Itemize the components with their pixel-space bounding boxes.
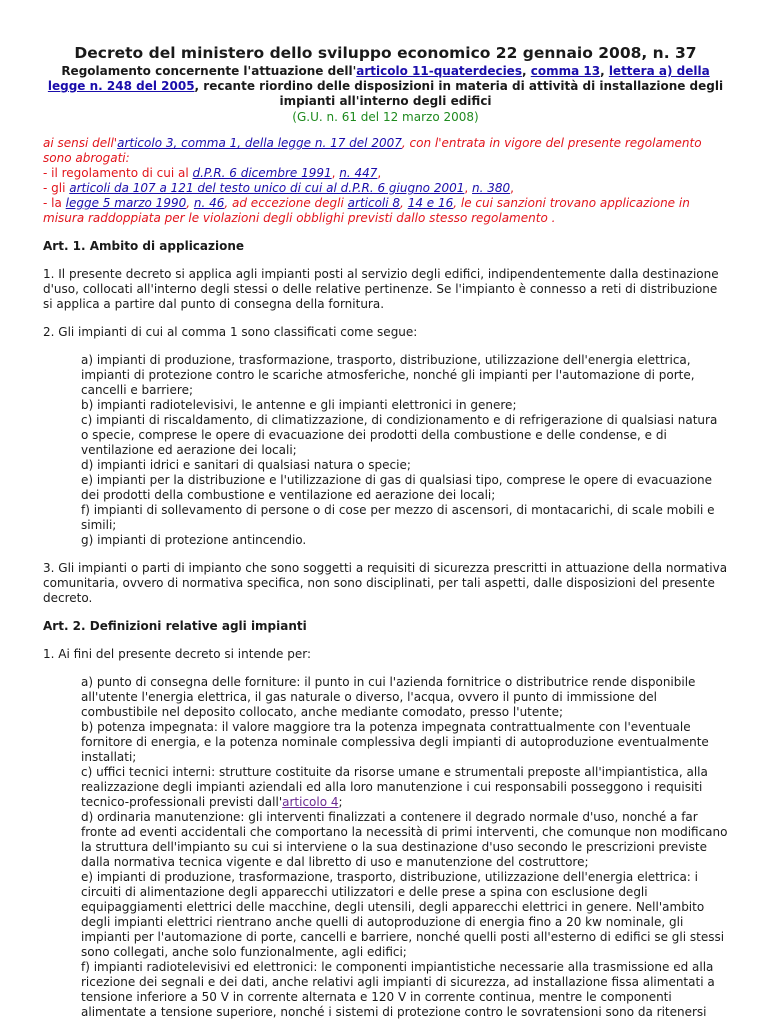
document-title: Decreto del ministero dello sviluppo economico 22 gennaio 2008, n. 37 [74,44,697,62]
art2-paragraph-1: 1. Ai fini del presente decreto si intende per: [43,647,312,661]
abrogation-line [43,181,728,196]
link-articolo-4[interactable]: articolo 4 [282,795,339,809]
list-item [81,765,728,810]
note-text: , [186,196,194,210]
note-text: , le cui sanzioni trovano applicazione in misura raddoppiata per le violazioni degli obblighi previsti dallo stesso regolamento . [43,196,690,225]
link-n-46[interactable]: n. 46 [193,196,225,210]
note-text: , [400,196,408,210]
abrogation-line [43,196,728,226]
link-n-380[interactable]: n. 380 [472,181,511,195]
note-text: - il regolamento di cui al [43,166,193,180]
link-articoli-107-121[interactable]: articoli da 107 a 121 del testo unico di cui al d.P.R. 6 giugno 2001 [69,181,465,195]
abrogation-line [43,136,728,166]
link-legge-1990[interactable]: legge 5 marzo 1990 [65,196,187,210]
art1-paragraph-2: 2. Gli impianti di cui al comma 1 sono classificati come segue: [43,325,418,339]
item-text: ; [338,795,343,809]
link-14-e-16[interactable]: 14 e 16 [407,196,454,210]
abrogation-note [43,136,728,226]
note-text: , [464,181,473,195]
note-text: , [377,166,382,180]
list-item: f) impianti di sollevamento di persone o di cose per mezzo di ascensori, di montacarichi, di scale mobili e simili; [81,503,715,532]
list-item: a) impianti di produzione, trasformazione, trasporto, distribuzione, utilizzazione dell'energia elettrica, impianti di protezione contro le scariche atmosferiche, nonché gli impianti per l'automazione di porte, cancelli e barriere; [81,353,695,397]
link-articolo-11-quaterdecies[interactable]: articolo 11-quaterdecies [356,64,522,78]
subtitle-sep: , [600,64,609,78]
note-text: , [510,181,514,195]
list-item: f) impianti radiotelevisivi ed elettronici: le componenti impiantistiche necessarie alla trasmissione ed alla ricezione dei segnali e dei dati, anche relativi agli impianti di sicurezza, ad installazione fissa alimentati a tensione inferiore a 50 V in corrente alternata e 120 V in corrente continua, mentre le componenti alimentate a tensione superiore, nonché i sistemi di protezione contro le sovratensioni sono da ritenersi [81,960,715,1019]
list-item: g) impianti di protezione antincendio. [81,533,307,547]
list-item: d) ordinaria manutenzione: gli interventi finalizzati a contenere il degrado normale d'uso, nonché a far fronte ad eventi accidentali che comportano la necessità di primi interventi, che comunque non modificano la struttura dell'impianto su cui si interviene o la sua destinazione d'uso secondo le prescrizioni previste dalla normativa tecnica vigente e dal libretto di uso e manutenzione del costruttore; [81,810,728,869]
link-legge-17-2007[interactable]: articolo 3, comma 1, della legge n. 17 del 2007 [117,136,402,150]
note-text: , ad eccezione degli [224,196,348,210]
list-item: b) impianti radiotelevisivi, le antenne e gli impianti elettronici in genere; [81,398,517,412]
gazzetta-reference: (G.U. n. 61 del 12 marzo 2008) [292,110,479,124]
note-text: , con l'entrata in vigore del presente regolamento sono abrogati: [43,136,702,165]
art1-paragraph-3: 3. Gli impianti o parti di impianto che sono soggetti a requisiti di sicurezza prescritti in attuazione della normativa comunitaria, ovvero di normativa specifica, non sono disciplinati, per tali aspetti, dalle disposizioni del presente decreto. [43,561,728,605]
note-text: , [331,166,340,180]
art1-heading: Art. 1. Ambito di applicazione [43,239,245,253]
list-item: e) impianti di produzione, trasformazione, trasporto, distribuzione, utilizzazione dell'energia elettrica: i circuiti di alimentazione degli apparecchi utilizzatori e delle prese a spina con esclusione degli equipaggiamenti elettrici delle macchine, degli utensili, degli apparecchi elettrici in genere. Nell'ambito degli impianti elettrici rientrano anche quelli di autoproduzione di energia fino a 20 kw nominale, gli impianti per l'automazione di porte, cancelli e barriere, nonché quelli posti all'esterno di edifici se gli stessi sono collegati, anche solo funzionalmente, agli edifici; [81,870,725,959]
note-text: ai sensi dell' [43,136,118,150]
subtitle-text-post: , recante riordino delle disposizioni in materia di attività di installazione degli impianti all'interno degli edifici [194,79,724,108]
abrogation-line [43,166,728,181]
art1-list [81,353,728,548]
art2-list [81,675,728,1020]
list-item: b) potenza impegnata: il valore maggiore tra la potenza impegnata contrattualmente con l'eventuale fornitore di energia, e la potenza nominale complessiva degli impianti di autoproduzione eventualmente installati; [81,720,709,764]
link-legge-248-2005[interactable]: lettera a) della legge n. 248 del 2005 [47,64,710,93]
list-item: a) punto di consegna delle forniture: il punto in cui l'azienda fornitrice o distributrice rende disponibile all'utente l'energia elettrica, il gas naturale o diverso, l'acqua, ovvero il punto di immissione del combustibile nel deposito collocato, anche mediante comodato, presso l'utente; [81,675,696,719]
document-subtitle [43,64,728,109]
link-dpr-1991[interactable]: d.P.R. 6 dicembre 1991 [192,166,332,180]
art2-heading: Art. 2. Definizioni relative agli impianti [43,619,307,633]
note-text: - gli [43,181,70,195]
subtitle-sep: , [521,64,531,78]
link-articoli-8[interactable]: articoli 8 [347,196,401,210]
art1-paragraph-1: 1. Il presente decreto si applica agli impianti posti al servizio degli edifici, indipendentemente dalla destinazione d'uso, collocati all'interno degli stessi o delle relative pertinenze. Se l'impianto è connesso a reti di distribuzione si applica a partire dal punto di consegna della fornitura. [43,267,719,311]
note-text: - la [43,196,66,210]
link-n-447[interactable]: n. 447 [339,166,378,180]
list-item: d) impianti idrici e sanitari di qualsiasi natura o specie; [81,458,411,472]
subtitle-text-pre: Regolamento concernente l'attuazione dell' [61,64,357,78]
item-text: c) uffici tecnici interni: strutture costituite da risorse umane e strumentali preposte all'impiantistica, alla realizzazione degli impianti aziendali ed alla loro manutenzione i cui responsabili posseggono i requisiti tecnico-professionali previsti dall' [81,765,708,809]
list-item: e) impianti per la distribuzione e l'utilizzazione di gas di qualsiasi tipo, comprese le opere di evacuazione dei prodotti della combustione e ventilazione ed aerazione dei locali; [81,473,713,502]
link-comma-13[interactable]: comma 13 [530,64,601,78]
list-item: c) impianti di riscaldamento, di climatizzazione, di condizionamento e di refrigerazione di qualsiasi natura o specie, comprese le opere di evacuazione dei prodotti della combustione e delle condense, e di ventilazione ed aerazione dei locali; [81,413,718,457]
